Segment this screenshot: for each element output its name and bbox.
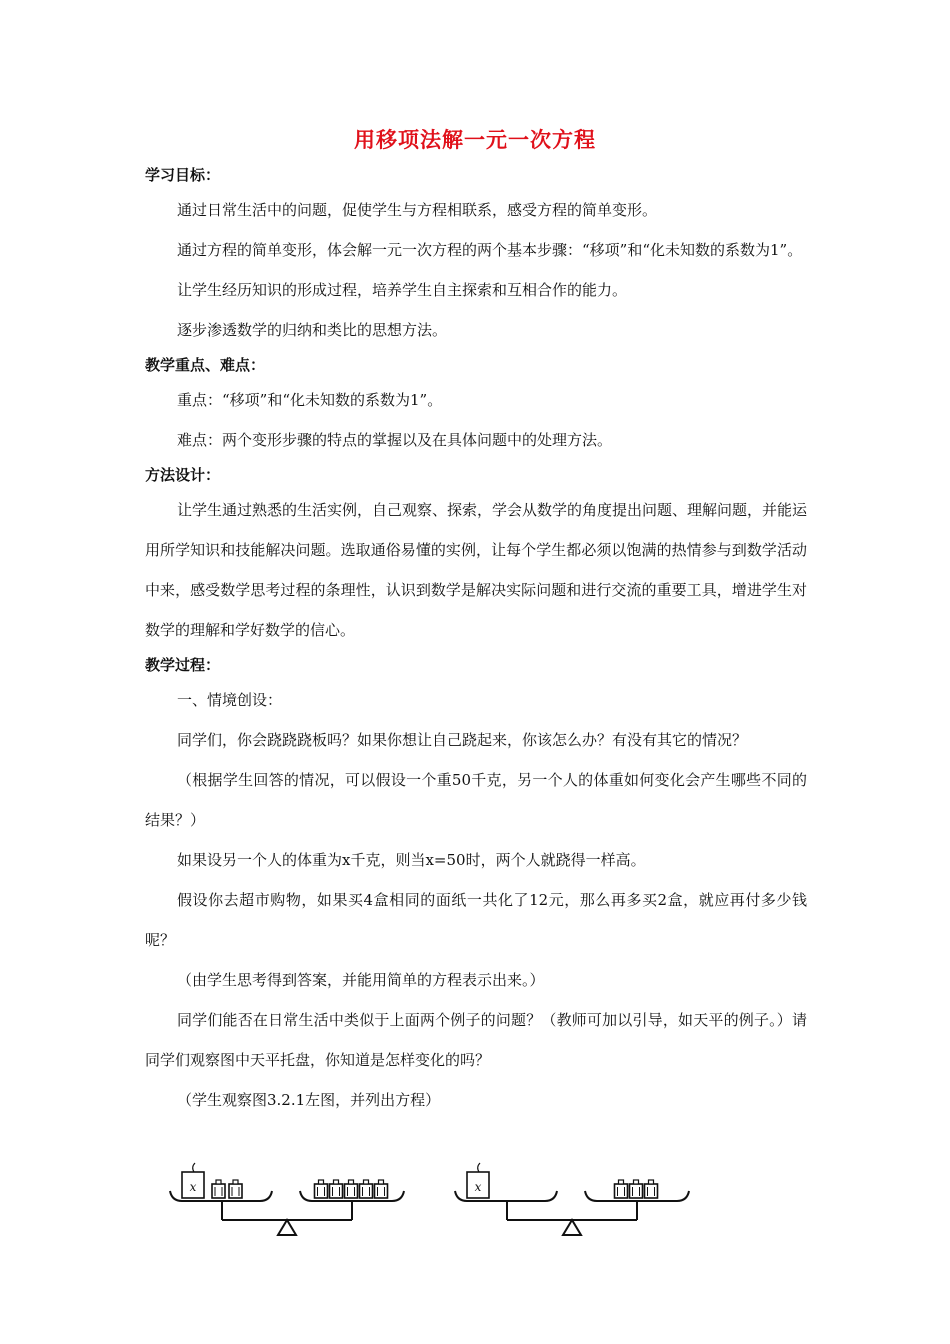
weight-box <box>360 1184 373 1198</box>
weight-box <box>330 1184 343 1198</box>
variable-label: x <box>474 1180 482 1194</box>
document-title: 用移项法解一元一次方程 <box>354 127 596 152</box>
document-body <box>145 160 807 1120</box>
process-paragraph: （学生观察图3.2.1左图，并列出方程） <box>177 1091 441 1109</box>
right-balance <box>455 1163 689 1235</box>
weight-handle <box>379 1180 384 1184</box>
goal-paragraph: 通过日常生活中的问题，促使学生与方程相联系，感受方程的简单变形。 <box>177 201 658 219</box>
weight-handle <box>233 1180 238 1184</box>
weight-box <box>315 1184 328 1198</box>
weight-box <box>212 1184 225 1198</box>
weight-box <box>615 1184 628 1198</box>
method-paragraph: 让学生通过熟悉的生活实例，自己观察、探索，学会从数学的角度提出问题、理解问题，并能运用所学知识和技能解决问题。选取通俗易懂的实例，让每个学生都必须以饱满的热情参与到数学活动中来，感受数学思考过程的条理性，认识到数学是解决实际问题和进行交流的重要工具，增进学生对数学的理解和学好数学的信心。 <box>145 501 808 639</box>
process-paragraph: 假设你去超市购物，如果买4盒相同的面纸一共化了12元，那么再多买2盒，就应再付多少钱呢？ <box>145 891 807 949</box>
fulcrum <box>278 1220 296 1235</box>
weight-box <box>630 1184 643 1198</box>
process-heading: 教学过程： <box>145 656 221 674</box>
weight-handle <box>619 1180 624 1184</box>
process-paragraph: 一、情境创设： <box>177 691 283 709</box>
weight-handle <box>334 1180 339 1184</box>
process-paragraph: 同学们能否在日常生活中类似于上面两个例子的问题？（教师可加以引导，如天平的例子。）请同学们观察图中天平托盘，你知道是怎样变化的吗？ <box>145 1011 807 1069</box>
weight-box <box>645 1184 658 1198</box>
weight-box <box>229 1184 242 1198</box>
balance-figure <box>160 1158 720 1252</box>
left-balance <box>170 1163 404 1235</box>
weight-handle <box>216 1180 221 1184</box>
process-paragraph: 同学们，你会跷跷跷板吗？如果你想让自己跷起来，你该怎么办？有没有其它的情况？ <box>177 731 748 749</box>
keypoint-paragraph: 重点：“移项”和“化未知数的系数为1”。 <box>177 391 443 409</box>
unknown-box-hook <box>193 1163 195 1172</box>
balance-illustration <box>160 1158 720 1248</box>
goal-paragraph: 让学生经历知识的形成过程，培养学生自主探索和互相合作的能力。 <box>177 281 628 299</box>
weight-handle <box>634 1180 639 1184</box>
keypoint-paragraph: 难点：两个变形步骤的特点的掌握以及在具体问题中的处理方法。 <box>177 431 613 449</box>
process-paragraph: （由学生思考得到答案，并能用简单的方程表示出来。） <box>177 971 545 989</box>
goal-paragraph: 通过方程的简单变形，体会解一元一次方程的两个基本步骤：“移项”和“化未知数的系数为1”。 <box>177 241 803 259</box>
goals-heading: 学习目标： <box>145 166 221 184</box>
weight-handle <box>649 1180 654 1184</box>
keypoints-heading: 教学重点、难点： <box>145 356 266 374</box>
unknown-box-hook <box>478 1163 480 1172</box>
weight-box <box>375 1184 388 1198</box>
goal-paragraph: 逐步渗透数学的归纳和类比的思想方法。 <box>177 321 448 339</box>
weight-box <box>345 1184 358 1198</box>
method-heading: 方法设计： <box>145 466 221 484</box>
process-paragraph: 如果设另一个人的体重为x千克，则当x=50时，两个人就跷得一样高。 <box>177 851 646 869</box>
variable-label: x <box>189 1180 197 1194</box>
weight-handle <box>319 1180 324 1184</box>
process-paragraph: （根据学生回答的情况，可以假设一个重50千克，另一个人的体重如何变化会产生哪些不同的结果？） <box>145 771 807 829</box>
fulcrum <box>563 1220 581 1235</box>
weight-handle <box>349 1180 354 1184</box>
weight-handle <box>364 1180 369 1184</box>
